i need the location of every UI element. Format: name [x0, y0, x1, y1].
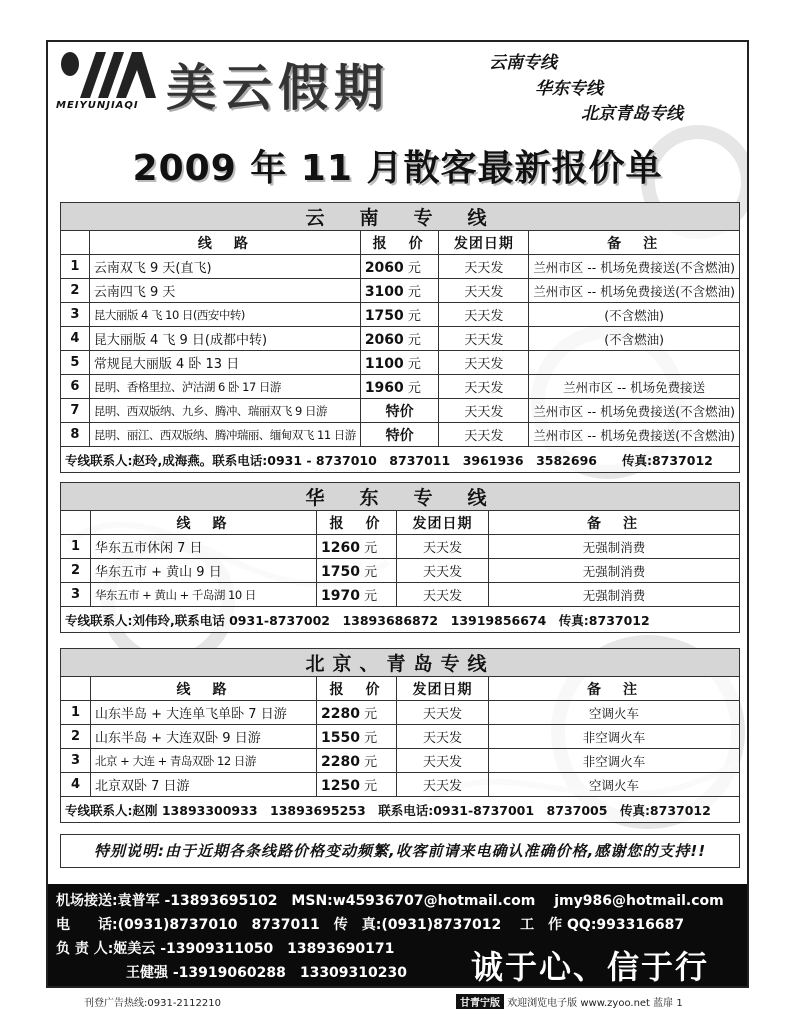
- price-value: 1260: [321, 540, 360, 556]
- departure-date: 天天发: [439, 375, 529, 399]
- row-number: 1: [61, 535, 91, 559]
- route-price: [317, 701, 397, 725]
- route-name: 北京 + 大连 + 青岛双卧 12 日游: [91, 749, 317, 773]
- col-head-route: 线 路: [91, 511, 317, 535]
- col-head-num: [61, 677, 91, 701]
- price-unit: 元: [364, 707, 378, 722]
- price-sheet: [46, 40, 749, 988]
- route-lines-list: [489, 44, 729, 122]
- route-note: 兰州市区 -- 机场免费接送(不含燃油): [529, 423, 740, 447]
- route-name: 云南双飞 9 天(直飞): [89, 255, 360, 279]
- route-name: 昆明、香格里拉、泸沽湖 6 卧 17 日游: [89, 375, 360, 399]
- route-name: 昆大丽版 4 飞 10 日(西安中转): [89, 303, 360, 327]
- yunnan-table: [60, 202, 740, 473]
- row-number: 1: [61, 255, 90, 279]
- page-title: 2009 年 11 月散客最新报价单: [132, 148, 663, 189]
- col-head-note: 备 注: [529, 231, 740, 255]
- route-name: 北京双卧 7 日游: [91, 773, 317, 797]
- departure-date: 天天发: [397, 725, 489, 749]
- price-value: 1750: [321, 564, 360, 580]
- row-number: 2: [61, 279, 90, 303]
- col-head-price: 报 价: [317, 511, 397, 535]
- price-unit: 元: [364, 589, 378, 604]
- price-unit: 元: [364, 779, 378, 794]
- route-price: [360, 279, 439, 303]
- col-head-price: 报 价: [360, 231, 439, 255]
- price-value: 特价: [385, 403, 414, 420]
- price-value: 1250: [321, 778, 360, 794]
- route-note: (不含燃油): [529, 327, 740, 351]
- brand-en: MEIYUNJIAQI: [56, 100, 139, 111]
- route-price: [317, 535, 397, 559]
- table-row: [61, 773, 740, 797]
- header: [48, 42, 747, 126]
- departure-date: 天天发: [397, 749, 489, 773]
- row-number: 2: [61, 559, 91, 583]
- departure-date: 天天发: [397, 773, 489, 797]
- col-head-note: 备 注: [489, 511, 740, 535]
- route-price: [360, 255, 439, 279]
- departure-date: 天天发: [439, 423, 529, 447]
- price-value: 2280: [321, 706, 360, 722]
- row-number: 4: [61, 773, 91, 797]
- row-number: 8: [61, 423, 90, 447]
- line-beijing-qingdao: 北京青岛专线: [581, 104, 683, 124]
- page-number: 蓝扉 1: [653, 998, 683, 1009]
- price-value: 2060: [364, 260, 404, 276]
- footer-row-manager: 负 责 人:姬美云 -13909311050 13893690171: [56, 941, 395, 957]
- edition-tag: 甘青宁版: [456, 994, 504, 1009]
- route-name: 山东半岛 + 大连单飞单卧 7 日游: [91, 701, 317, 725]
- publication-text: 欢迎浏览电子版 www.zyoo.net: [507, 998, 650, 1009]
- route-note: 非空调火车: [489, 749, 740, 773]
- col-head-num: [61, 231, 90, 255]
- price-unit: 元: [364, 541, 378, 556]
- price-unit: 元: [407, 309, 421, 324]
- row-number: 3: [61, 749, 91, 773]
- departure-date: 天天发: [439, 303, 529, 327]
- table-row: [61, 351, 740, 375]
- footer-contact-band: [48, 884, 747, 988]
- section-title: 云 南 专 线: [61, 203, 740, 231]
- price-unit: 元: [364, 731, 378, 746]
- beijing-qingdao-table: [60, 648, 740, 823]
- route-price: [317, 559, 397, 583]
- table-row: [61, 535, 740, 559]
- route-name: 华东五市 + 黄山 9 日: [91, 559, 317, 583]
- col-head-date: 发团日期: [397, 677, 489, 701]
- price-value: 1970: [321, 588, 360, 604]
- publication-line: [456, 994, 683, 1009]
- route-note: 非空调火车: [489, 725, 740, 749]
- route-price: [360, 423, 439, 447]
- price-value: 2060: [364, 332, 404, 348]
- footer-row-airport: 机场接送:袁普军 -13893695102 MSN:w45936707@hotmail.com jmy986@hotmail.com: [56, 893, 724, 909]
- col-head-num: [61, 511, 91, 535]
- table-row: [61, 327, 740, 351]
- route-note: 无强制消费: [489, 535, 740, 559]
- table-row: [61, 583, 740, 607]
- price-unit: 元: [407, 381, 421, 396]
- table-row: [61, 701, 740, 725]
- route-price: [317, 725, 397, 749]
- departure-date: 天天发: [439, 255, 529, 279]
- price-value: 3100: [364, 284, 404, 300]
- col-head-note: 备 注: [489, 677, 740, 701]
- route-note: (不含燃油): [529, 303, 740, 327]
- price-unit: 元: [364, 565, 378, 580]
- table-row: [61, 399, 740, 423]
- departure-date: 天天发: [397, 559, 489, 583]
- price-value: 特价: [385, 427, 414, 444]
- route-note: 无强制消费: [489, 559, 740, 583]
- price-value: 1100: [364, 356, 404, 372]
- section-title: 北京、青岛专线: [61, 649, 740, 677]
- route-name: 华东五市 + 黄山 + 千岛湖 10 日: [91, 583, 317, 607]
- table-row: [61, 375, 740, 399]
- row-number: 4: [61, 327, 90, 351]
- footer-row-phone: 电 话:(0931)8737010 8737011 传 真:(0931)8737012 工 作 QQ:993316687: [56, 917, 685, 933]
- row-number: 3: [61, 303, 90, 327]
- row-number: 7: [61, 399, 90, 423]
- route-name: 昆大丽版 4 飞 9 日(成都中转): [89, 327, 360, 351]
- table-row: [61, 725, 740, 749]
- price-unit: 元: [407, 261, 421, 276]
- route-name: 山东半岛 + 大连双卧 9 日游: [91, 725, 317, 749]
- table-row: [61, 255, 740, 279]
- meiyun-logo-icon: [58, 48, 158, 100]
- route-note: [529, 351, 740, 375]
- table-row: [61, 303, 740, 327]
- route-name: 昆明、西双版纳、九乡、腾冲、瑞丽双飞 9 日游: [89, 399, 360, 423]
- departure-date: 天天发: [439, 327, 529, 351]
- route-price: [317, 583, 397, 607]
- section-contact: 专线联系人:赵刚 13893300933 13893695253 联系电话:0931-8737001 8737005 传真:8737012: [61, 797, 740, 823]
- brand-name: 美云假期: [166, 58, 390, 117]
- table-row: [61, 423, 740, 447]
- route-note: 兰州市区 -- 机场免费接送(不含燃油): [529, 255, 740, 279]
- row-number: 2: [61, 725, 91, 749]
- row-number: 5: [61, 351, 90, 375]
- route-name: 常规昆大丽版 4 卧 13 日: [89, 351, 360, 375]
- col-head-date: 发团日期: [397, 511, 489, 535]
- col-head-price: 报 价: [317, 677, 397, 701]
- route-name: 云南四飞 9 天: [89, 279, 360, 303]
- row-number: 3: [61, 583, 91, 607]
- route-price: [360, 351, 439, 375]
- price-unit: 元: [407, 285, 421, 300]
- route-name: 华东五市休闲 7 日: [91, 535, 317, 559]
- departure-date: 天天发: [439, 279, 529, 303]
- col-head-route: 线 路: [91, 677, 317, 701]
- price-unit: 元: [407, 333, 421, 348]
- special-notice: 特别说明:由于近期各条线路价格变动频繁,收客前请来电确认准确价格,感谢您的支持!!: [60, 834, 740, 868]
- route-price: [360, 375, 439, 399]
- line-yunnan: 云南专线: [489, 53, 557, 73]
- price-unit: 元: [407, 357, 421, 372]
- route-note: 空调火车: [489, 773, 740, 797]
- route-price: [360, 303, 439, 327]
- slogan: 诚于心、信于行: [470, 948, 709, 986]
- departure-date: 天天发: [439, 351, 529, 375]
- departure-date: 天天发: [397, 701, 489, 725]
- footer-row-manager-2: 王健强 -13919060288 13309310230: [56, 965, 407, 981]
- line-huadong: 华东专线: [535, 79, 603, 99]
- route-name: 昆明、丽江、西双版纳、腾冲瑞丽、缅甸双飞 11 日游: [89, 423, 360, 447]
- ad-hotline: 刊登广告热线:0931-2112210: [84, 998, 221, 1009]
- table-row: [61, 279, 740, 303]
- departure-date: 天天发: [397, 535, 489, 559]
- route-price: [360, 327, 439, 351]
- price-value: 1750: [364, 308, 404, 324]
- route-price: [317, 773, 397, 797]
- huadong-table: [60, 482, 740, 633]
- table-row: [61, 559, 740, 583]
- row-number: 6: [61, 375, 90, 399]
- route-note: 无强制消费: [489, 583, 740, 607]
- col-head-route: 线 路: [89, 231, 360, 255]
- price-value: 1960: [364, 380, 404, 396]
- price-value: 1550: [321, 730, 360, 746]
- section-contact: 专线联系人:刘伟玲,联系电话 0931-8737002 13893686872 13919856674 传真:8737012: [61, 607, 740, 633]
- table-row: [61, 749, 740, 773]
- route-note: 空调火车: [489, 701, 740, 725]
- row-number: 1: [61, 701, 91, 725]
- route-price: [317, 749, 397, 773]
- route-note: 兰州市区 -- 机场免费接送(不含燃油): [529, 279, 740, 303]
- col-head-date: 发团日期: [439, 231, 529, 255]
- section-contact: 专线联系人:赵玲,成海燕。联系电话:0931 - 8737010 8737011 3961936 3582696 传真:8737012: [61, 447, 740, 473]
- departure-date: 天天发: [397, 583, 489, 607]
- departure-date: 天天发: [439, 399, 529, 423]
- section-title: 华 东 专 线: [61, 483, 740, 511]
- route-note: 兰州市区 -- 机场免费接送(不含燃油): [529, 399, 740, 423]
- price-unit: 元: [364, 755, 378, 770]
- route-price: [360, 399, 439, 423]
- price-value: 2280: [321, 754, 360, 770]
- route-note: 兰州市区 -- 机场免费接送: [529, 375, 740, 399]
